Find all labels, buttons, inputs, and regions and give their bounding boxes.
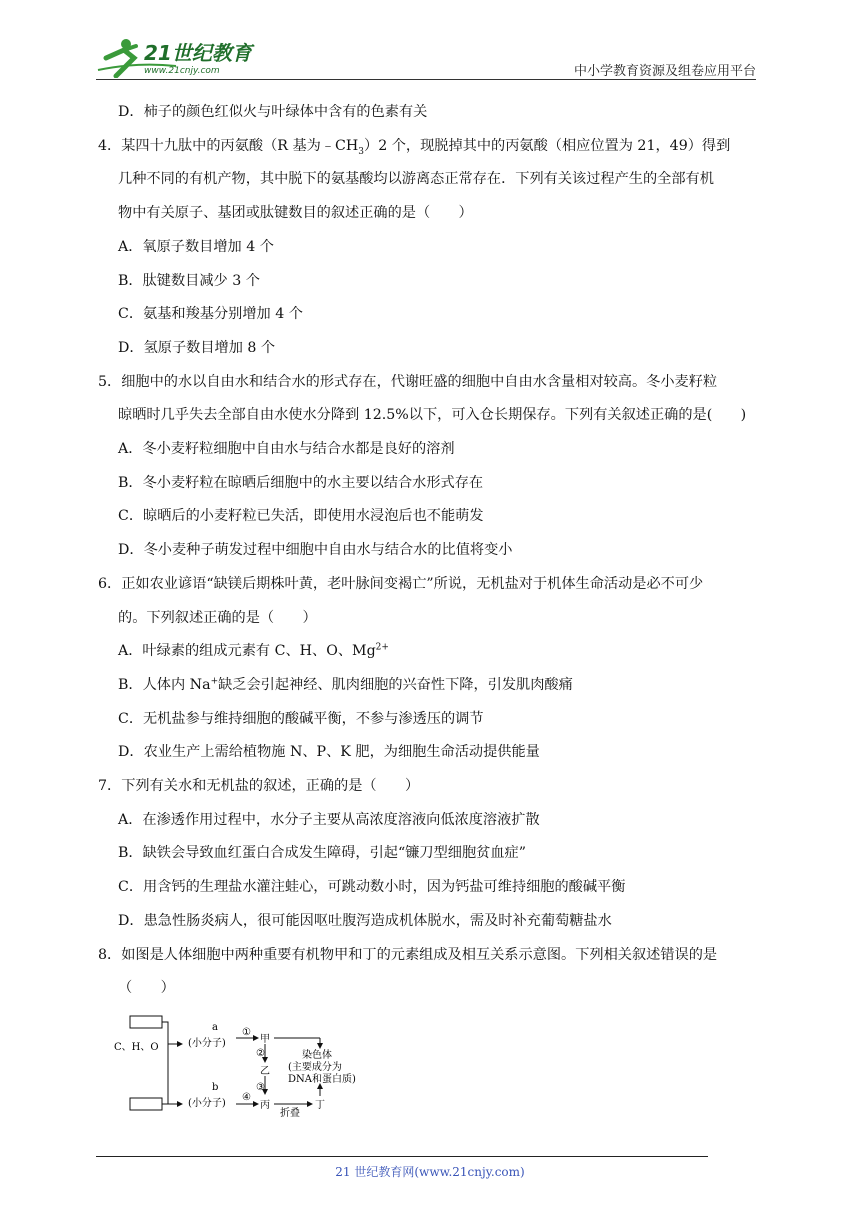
q6-option-a: A．叶绿素的组成元素有 C、H、O、$Mg^{2+}$ (118, 642, 389, 660)
blank-box-bottom (130, 1098, 162, 1110)
elements-label: C、H、O (114, 1042, 159, 1053)
label-a: a (212, 1022, 218, 1033)
node-yi: 乙 (260, 1066, 270, 1077)
node-ding: 丁 (315, 1100, 325, 1111)
node-bing: 丙 (260, 1100, 270, 1111)
q4-option-d: D．氢原子数目增加 8 个 (118, 339, 276, 356)
q4-option-c: C．氨基和羧基分别增加 4 个 (118, 306, 303, 323)
q8-stem-line2: （ ） (118, 980, 175, 997)
step-4: ④ (242, 1092, 251, 1103)
q7-option-c: C．用含钙的生理盐水灌注蛙心，可跳动数小时，因为钙盐可维持细胞的酸碱平衡 (118, 879, 626, 896)
chromosome-note-1: (主要成分为 (288, 1062, 342, 1073)
q5-option-b: B．冬小麦籽粒在晾晒后细胞中的水主要以结合水形式存在 (118, 474, 484, 491)
q4-stem-line3: 物中有关原子、基团或肽键数目的叙述正确的是（ ） (118, 205, 473, 222)
footer-source: 21 世纪教育网(www.21cnjy.com) (335, 1165, 525, 1179)
footer-rule (96, 1156, 708, 1157)
q7-option-b: B．缺铁会导致血红蛋白合成发生障碍，引起“镰刀型细胞贫血症” (118, 845, 526, 862)
q7-option-d: D．患急性肠炎病人，很可能因呕吐腹泻造成机体脱水，需及时补充葡萄糖盐水 (118, 912, 612, 929)
svg-text:21世纪教育: 21世纪教育 (144, 41, 252, 65)
q7-stem: 7．下列有关水和无机盐的叙述，正确的是（ ） (98, 778, 420, 795)
q3-option-d: D．柿子的颜色红似火与叶绿体中含有的色素有关 (118, 104, 428, 120)
label-b: b (212, 1082, 219, 1093)
chromosome-note-2: DNA和蛋白质) (288, 1074, 356, 1085)
fold-label: 折叠 (280, 1108, 300, 1119)
q5-stem-line2: 晾晒时几乎失去全部自由水使水分降到 12.5%以下，可入仓长期保存。下列有关叙述正确的是( ) (118, 407, 747, 424)
step-2: ② (256, 1048, 265, 1059)
logo-21cnjy (96, 36, 266, 78)
blank-box-top (130, 1016, 162, 1028)
q6-stem-line2: 的。下列叙述正确的是（ ） (118, 609, 317, 626)
q4-option-b: B．肽键数目减少 3 个 (118, 272, 260, 289)
platform-name: 中小学教育资源及组卷应用平台 (573, 64, 756, 79)
q5-option-a: A．冬小麦籽粒细胞中自由水与结合水都是良好的溶剂 (118, 441, 455, 458)
svg-text:www.21cnjy.com: www.21cnjy.com (144, 66, 220, 76)
q6-stem-line1: 6．正如农业谚语“缺镁后期株叶黄，老叶脉间变褐亡”所说，无机盐对于机体生命活动是必不可少 (98, 575, 704, 592)
q4-stem-line2: 几种不同的有机产物，其中脱下的氨基酸均以游离态正常存在．下列有关该过程产生的全部有机 (118, 171, 714, 188)
document-body (98, 96, 778, 1006)
q8-stem-line1: 8．如图是人体细胞中两种重要有机物甲和丁的元素组成及相互关系示意图。下列相关叙述错误的是 (98, 946, 718, 963)
label-a-small: (小分子) (188, 1038, 226, 1049)
q5-option-d: D．冬小麦种子萌发过程中细胞中自由水与结合水的比值将变小 (118, 542, 513, 559)
step-1: ① (242, 1027, 251, 1038)
q7-option-a: A．在渗透作用过程中，水分子主要从高浓度溶液向低浓度溶液扩散 (118, 811, 540, 828)
q5-stem-line1: 5．细胞中的水以自由水和结合水的形式存在，代谢旺盛的细胞中自由水含量相对较高。冬小麦籽粒 (98, 373, 718, 390)
q6-option-d: D．农业生产上需给植物施 N、P、K 肥，为细胞生命活动提供能量 (118, 744, 540, 761)
q5-option-c: C．晾晒后的小麦籽粒已失活，即使用水浸泡后也不能萌发 (118, 508, 484, 525)
node-jia: 甲 (260, 1034, 270, 1045)
q4-option-a: A．氧原子数目增加 4 个 (118, 238, 274, 255)
header-rule (96, 79, 756, 80)
step-3: ③ (256, 1082, 265, 1093)
label-b-small: (小分子) (188, 1098, 226, 1109)
page-header (0, 0, 860, 80)
q4-stem-line1: 4．某四十九肽中的丙氨酸（R 基为$﹣CH_3)2$ 个，现脱掉其中的丙氨酸（相应位置为 21，49）得到 (98, 137, 731, 157)
chromosome-label: 染色体 (302, 1050, 332, 1061)
q6-option-b: B．人体内 Na+缺乏会引起神经、肌肉细胞的兴奋性下降，引发肌肉酸痛 (118, 676, 573, 693)
q8-diagram (112, 1008, 382, 1120)
q6-option-c: C．无机盐参与维持细胞的酸碱平衡，不参与渗透压的调节 (118, 710, 484, 727)
